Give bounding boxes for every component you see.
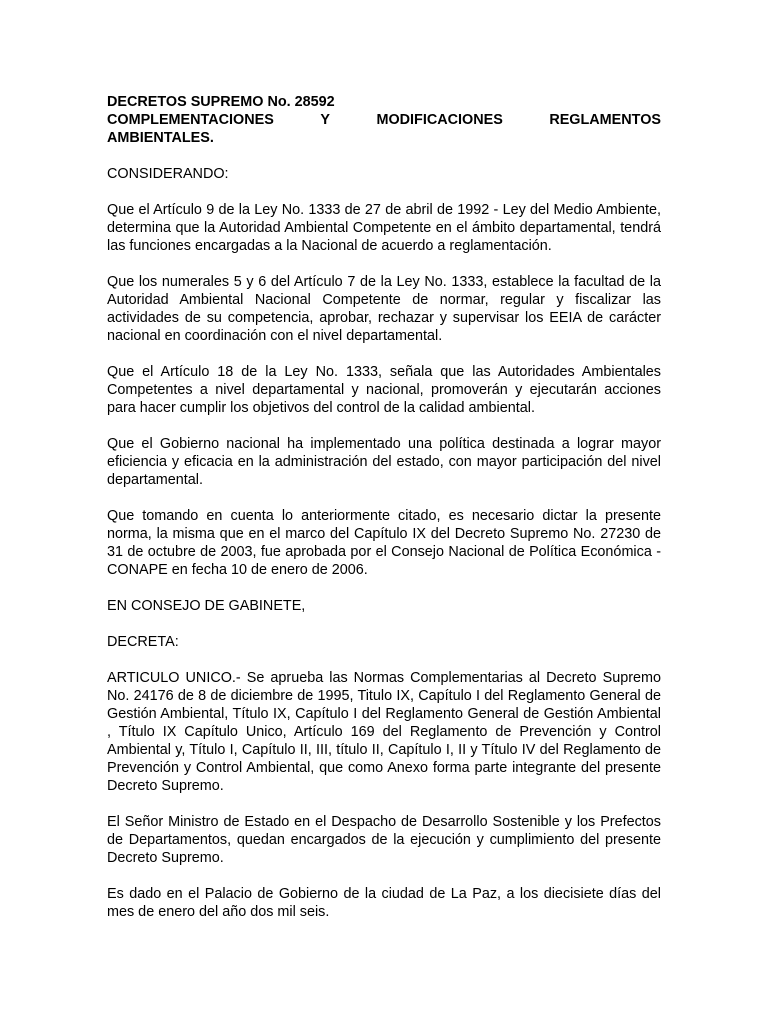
- consejo-heading: EN CONSEJO DE GABINETE,: [107, 598, 306, 614]
- document-page: [107, 93, 661, 921]
- paragraph: Que el Gobierno nacional ha implementado una política destinada a lograr mayor eficiencia y eficacia en la administración del estado, con mayor participación del nivel departamental.: [107, 436, 661, 488]
- document-title: [107, 93, 661, 147]
- title-word: COMPLEMENTACIONES: [107, 112, 274, 128]
- considerando-heading: CONSIDERANDO:: [107, 166, 229, 182]
- ministro-paragraph: El Señor Ministro de Estado en el Despacho de Desarrollo Sostenible y los Prefectos de Departamentos, quedan encargados de la ejecución y cumplimiento del presente Decreto Supremo.: [107, 814, 661, 866]
- decreta-heading: DECRETA:: [107, 634, 179, 650]
- title-line-2: [107, 111, 661, 129]
- paragraph: Que tomando en cuenta lo anteriormente citado, es necesario dictar la presente norma, la misma que en el marco del Capítulo IX del Decreto Supremo No. 27230 de 31 de octubre de 2003, fue aprobada por el Consejo Nacional de Política Económica - CONAPE en fecha 10 de enero de 2006.: [107, 508, 661, 578]
- title-word: Y: [320, 112, 330, 128]
- title-word: MODIFICACIONES: [376, 112, 503, 128]
- title-line-3: AMBIENTALES.: [107, 130, 214, 146]
- paragraph: Que el Artículo 9 de la Ley No. 1333 de 27 de abril de 1992 - Ley del Medio Ambiente, determina que la Autoridad Ambiental Competente en el ámbito departamental, tendrá las funciones encargadas a la Nacional de acuerdo a reglamentación.: [107, 202, 661, 254]
- paragraph: Que el Artículo 18 de la Ley No. 1333, señala que las Autoridades Ambientales Competentes a nivel departamental y nacional, promoverán y ejecutarán acciones para hacer cumplir los objetivos del control de la calidad ambiental.: [107, 364, 661, 416]
- title-word: REGLAMENTOS: [549, 112, 661, 128]
- closing-paragraph: Es dado en el Palacio de Gobierno de la ciudad de La Paz, a los diecisiete días del mes de enero del año dos mil seis.: [107, 886, 661, 920]
- title-line-1: DECRETOS SUPREMO No. 28592: [107, 94, 335, 110]
- articulo-unico: ARTICULO UNICO.- Se aprueba las Normas Complementarias al Decreto Supremo No. 24176 de 8 de diciembre de 1995, Titulo IX, Capítulo I del Reglamento General de Gestión Ambiental, Título IX, Capítulo I del Reglamento General de Gestión Ambiental , Título IX Capítulo Unico, Artículo 169 del Reglamento de Prevención y Control Ambiental y, Título I, Capítulo II, III, título II, Capítulo I, II y Título IV del Reglamento de Prevención y Control Ambiental, que como Anexo forma parte integrante del presente Decreto Supremo.: [107, 670, 661, 794]
- paragraph: Que los numerales 5 y 6 del Artículo 7 de la Ley No. 1333, establece la facultad de la Autoridad Ambiental Nacional Competente de normar, regular y fiscalizar las actividades de su competencia, aprobar, rechazar y supervisar los EEIA de carácter nacional en coordinación con el nivel departamental.: [107, 274, 661, 344]
